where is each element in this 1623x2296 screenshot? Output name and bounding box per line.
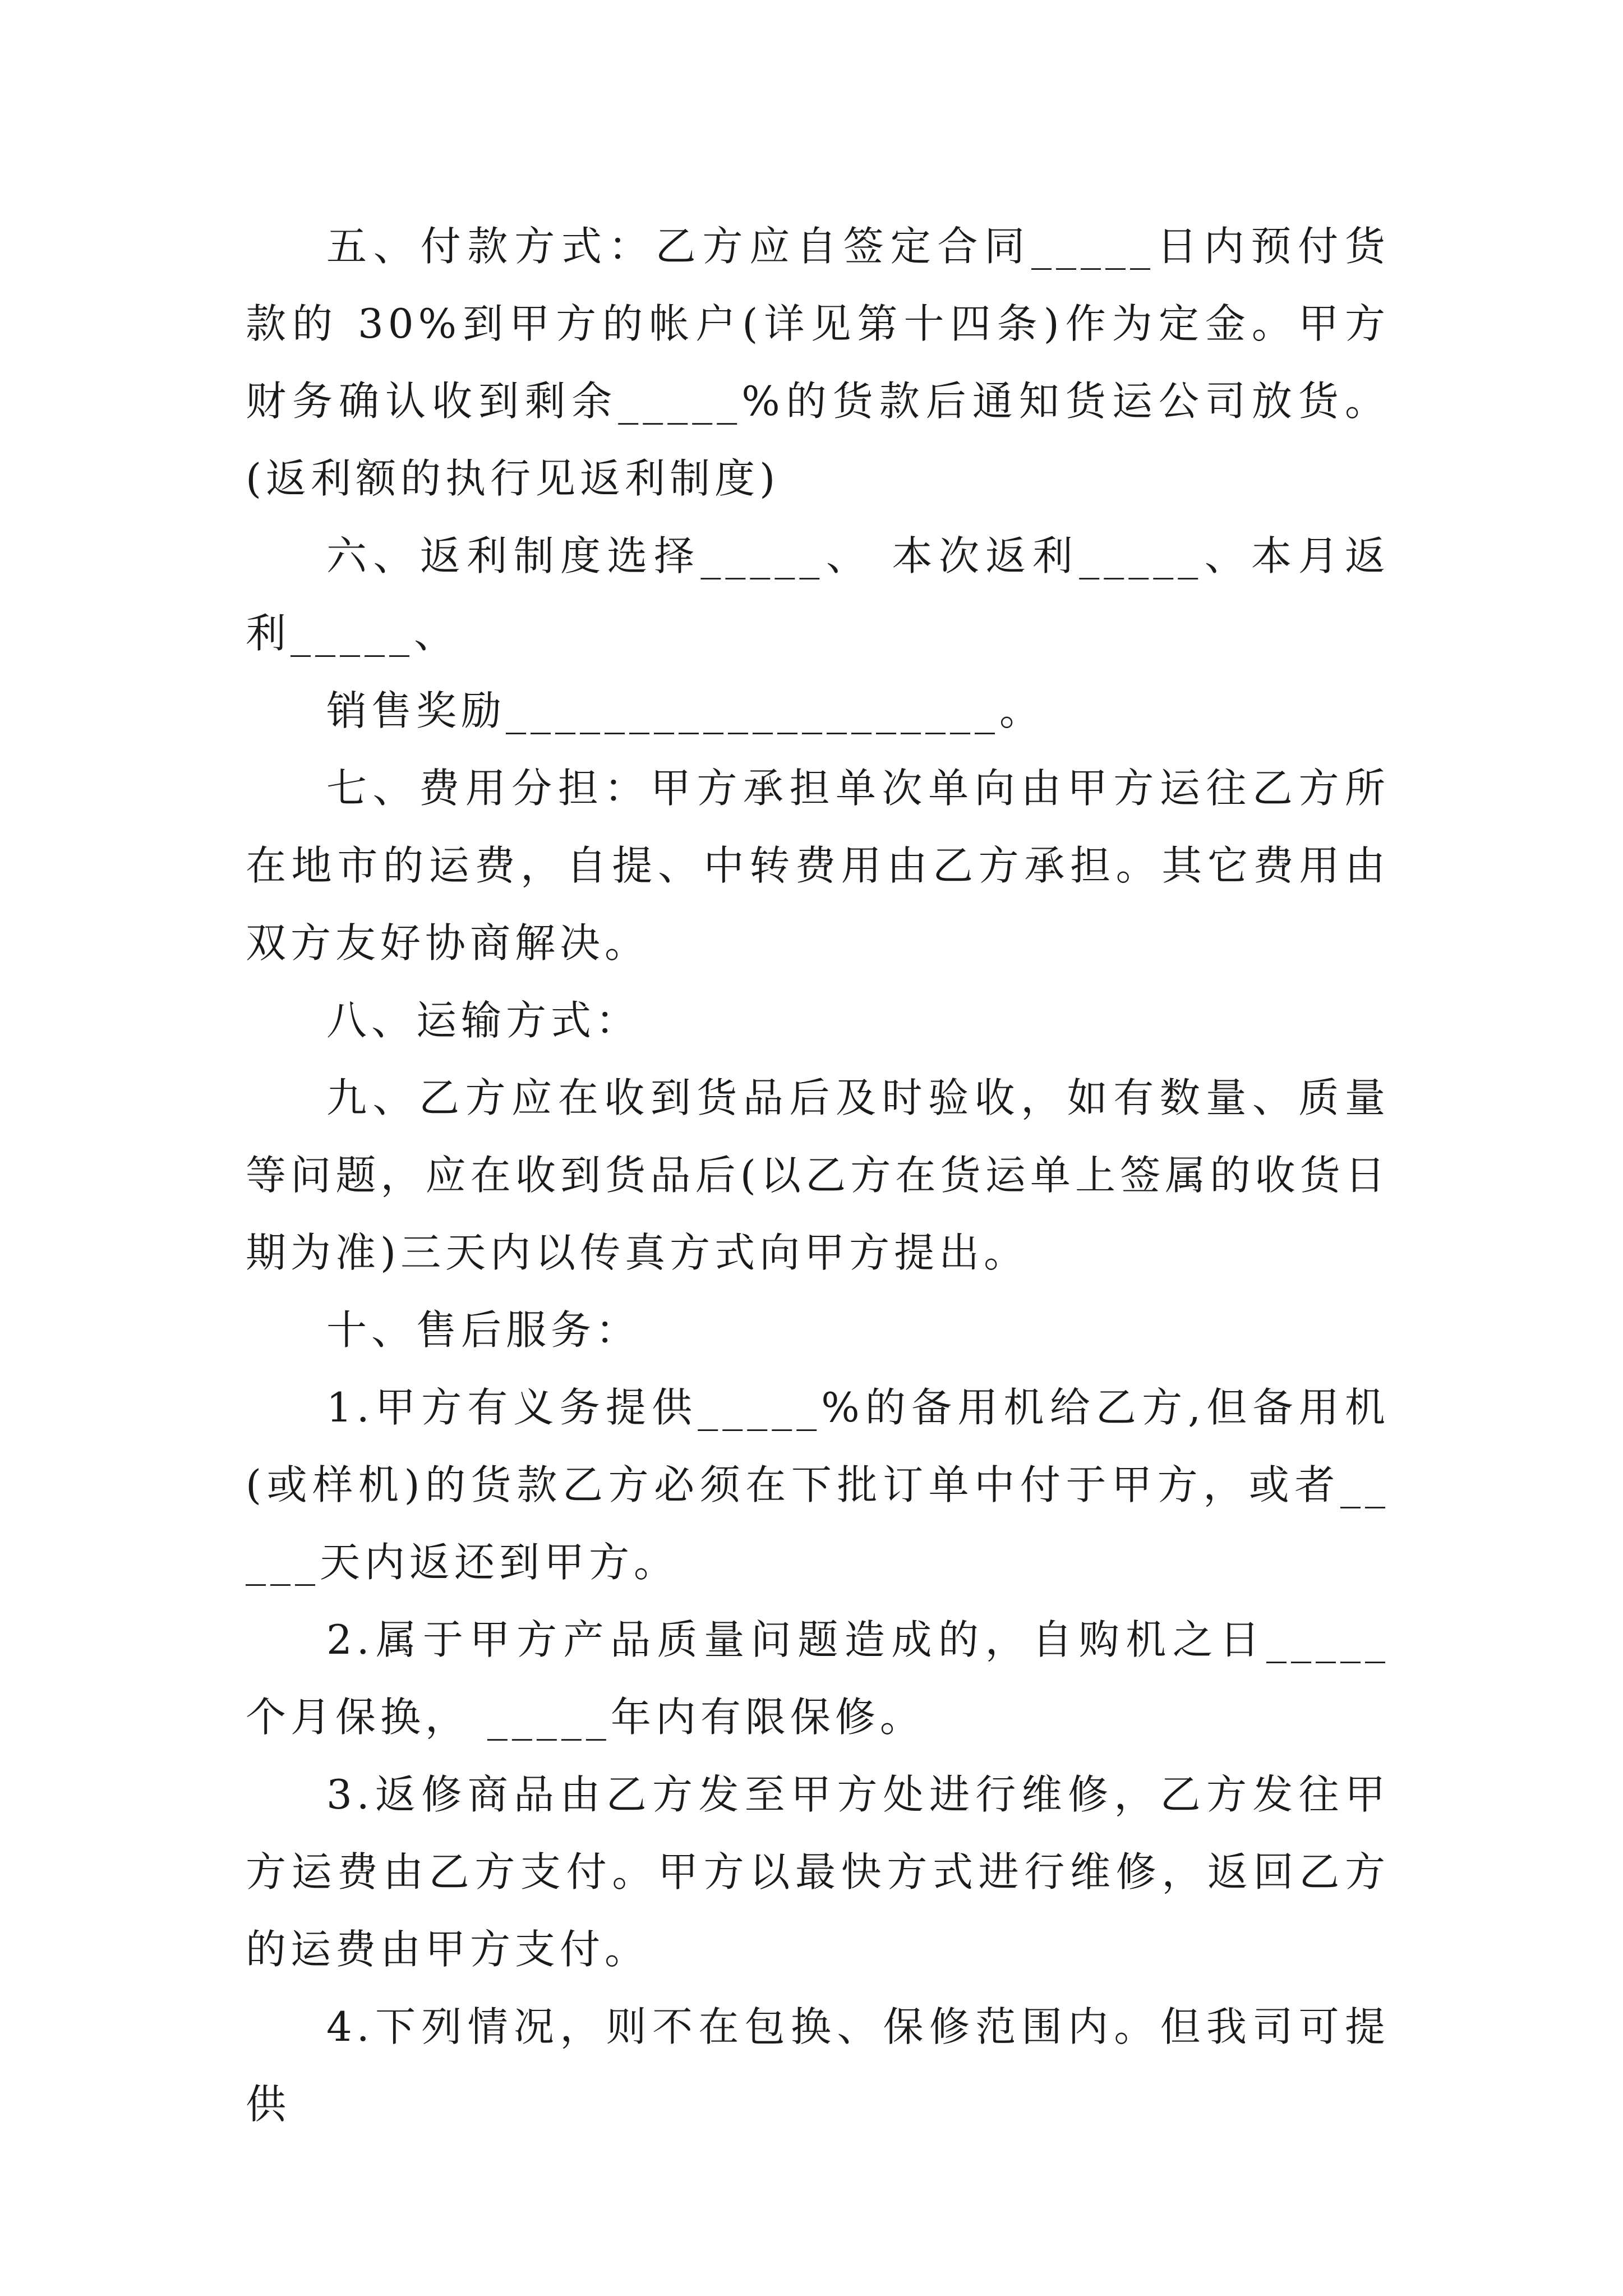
contract-body <box>246 208 1390 2143</box>
clause-6-rebate: 六、返利制度选择_____、 本次返利_____、本月返利_____、 <box>246 532 1390 657</box>
clause-6-sales-reward: 销售奖励____________________。 <box>326 687 1045 734</box>
clause-10-item-4: 4.下列情况，则不在包换、保修范围内。但我司可提供 <box>246 2003 1390 2128</box>
clause-10-after-sales: 十、售后服务： <box>326 1306 641 1354</box>
clause-5-payment: 五、付款方式：乙方应自签定合同_____日内预付货款的 30%到甲方的帐户(详见第十四条)作为定金。甲方财务确认收到剩余_____%的货款后通知货运公司放货。(返利额的执行见返利制度) <box>246 223 1390 502</box>
clause-9-inspection: 九、乙方应在收到货品后及时验收，如有数量、质量等问题，应在收到货品后(以乙方在货运单上签属的收货日期为准)三天内以传真方式向甲方提出。 <box>246 1074 1390 1276</box>
clause-7-cost-sharing: 七、费用分担：甲方承担单次单向由甲方运往乙方所在地市的运费，自提、中转费用由乙方承担。其它费用由双方友好协商解决。 <box>246 765 1390 967</box>
clause-10-item-1: 1.甲方有义务提供_____%的备用机给乙方,但备用机(或样机)的货款乙方必须在下批订单中付于甲方，或者_____天内返还到甲方。 <box>246 1384 1390 1586</box>
clause-10-item-2: 2.属于甲方产品质量问题造成的，自购机之日_____个月保换， _____年内有限保修。 <box>246 1616 1390 1741</box>
clause-8-transport: 八、运输方式： <box>326 997 641 1044</box>
clause-10-item-3: 3.返修商品由乙方发至甲方处进行维修，乙方发往甲方运费由乙方支付。甲方以最快方式进行维修，返回乙方的运费由甲方支付。 <box>246 1771 1390 1973</box>
